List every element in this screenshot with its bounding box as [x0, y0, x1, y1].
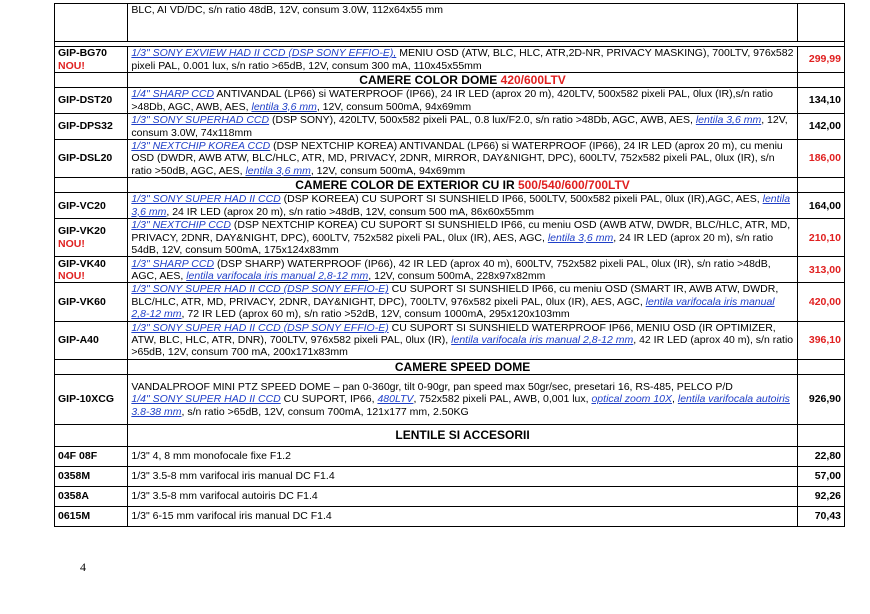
table-row: [55, 257, 845, 283]
table-row: [55, 486, 845, 506]
product-description: 1/3" NEXTCHIP CCD (DSP NEXTCHIP KOREA) CU SUPORT SI SUNSHIELD IP66, cu meniu OSD (AWB ATW, DWDR, BLC/HLC, ATR, MD, PRIVACY, 2DNR, DAY&NIGHT, DPC), 600LTV, 752x582 pixeli PAL, 0lux (IR), AES, AGC, lentila 3,6 mm, 24 IR LED (aprox 20 m), s/n ratio 54dB, 12V, consum 500mA, 175x124x83mm: [128, 219, 797, 257]
product-price: 142,00: [797, 114, 844, 140]
product-description: 1/3" SONY SUPERHAD CCD (DSP SONY), 420LTV, 500x582 pixeli PAL, 0.8 lux/F2.0, s/n ratio >48Db, AGC, AWB, AES, lentila 3,6 mm, 12V, consum 3.0W, 74x118mm: [128, 114, 797, 140]
product-code: 0615M: [55, 506, 128, 526]
new-badge: NOU!: [58, 269, 85, 282]
product-code: GIP-BG70 NOU!: [55, 47, 128, 73]
product-price: 396,10: [797, 321, 844, 359]
new-badge: NOU!: [58, 59, 85, 72]
product-code: 0358A: [55, 486, 128, 506]
section-header: CAMERE COLOR DOME 420/600LTV: [55, 73, 845, 88]
product-code: 0358M: [55, 466, 128, 486]
section-header: CAMERE COLOR DE EXTERIOR CU IR 500/540/600/700LTV: [55, 178, 845, 193]
product-description: 1/3" SONY SUPER HAD II CCD (DSP SONY EFFIO-E) CU SUPORT SI SUNSHIELD WATERPROOF IP66, MENIU OSD (IR OPTIMIZER, ATW, BLC, HLC, ATR, DNR), 700LTV, 976x582 pixeli PAL, 0lux (IR), lentila varifocala iris manual 2,8-12 mm, 42 IR LED (aprox 40 m), s/n ratio >65dB, 12V, consum 700 mA, 200x171x83mm: [128, 321, 797, 359]
product-description: 1/3" 3.5-8 mm varifocal autoiris DC F1.4: [128, 486, 797, 506]
product-code: 04F 08F: [55, 446, 128, 466]
table-row: [55, 219, 845, 257]
product-description: 1/3" SONY EXVIEW HAD II CCD (DSP SONY EFFIO-E), MENIU OSD (ATW, BLC, HLC, ATR,2D-NR, PRIVACY MASKING), 700LTV, 976x582 pixeli PAL, 0.001 lux, s/n ratio >65dB, 12V, consum 300 mA, 110x45x55mm: [128, 47, 797, 73]
product-description: 1/3" SONY SUPER HAD II CCD (DSP KOREEA) CU SUPORT SI SUNSHIELD IP66, 500LTV, 500x582 pixeli PAL, 0lux (IR),AGC, AES, lentila 3,6 mm, 24 IR LED (aprox 20 m), s/n ratio >48dB, 12V, consum 500 mA, 86x60x55mm: [128, 193, 797, 219]
product-price: 164,00: [797, 193, 844, 219]
table-row: [55, 446, 845, 466]
product-price: 134,10: [797, 88, 844, 114]
section-header: CAMERE SPEED DOME: [55, 359, 845, 374]
product-code: GIP-DSL20: [55, 140, 128, 178]
table-row: [55, 193, 845, 219]
product-code: GIP-DPS32: [55, 114, 128, 140]
table-row: [55, 140, 845, 178]
product-code: GIP-VK60: [55, 283, 128, 321]
table-row: [55, 88, 845, 114]
product-price: 70,43: [797, 506, 844, 526]
product-code: GIP-VK20 NOU!: [55, 219, 128, 257]
price-list-table: [54, 3, 845, 527]
product-description: BLC, AI VD/DC, s/n ratio 48dB, 12V, consum 3.0W, 112x64x55 mm: [128, 4, 797, 42]
product-code: GIP-VK40 NOU!: [55, 257, 128, 283]
product-price: 57,00: [797, 466, 844, 486]
table-row: [55, 374, 845, 424]
product-price: 926,90: [797, 374, 844, 424]
table-row: [55, 321, 845, 359]
product-code: GIP-10XCG: [55, 374, 128, 424]
product-description: 1/3" 4, 8 mm monofocale fixe F1.2: [128, 446, 797, 466]
product-price: 210,10: [797, 219, 844, 257]
product-price: 186,00: [797, 140, 844, 178]
product-description: 1/4" SHARP CCD ANTIVANDAL (LP66) si WATERPROOF (IP66), 24 IR LED (aprox 20 m), 420LTV, 500x582 pixeli PAL, 0lux (IR),s/n ratio >48Db, AGC, AWB, AES, lentila 3,6 mm, 12V, consum 500mA, 94x69mm: [128, 88, 797, 114]
product-price: 92,26: [797, 486, 844, 506]
page-number: 4: [80, 560, 86, 574]
product-description: 1/3" 6-15 mm varifocal iris manual DC F1.4: [128, 506, 797, 526]
table-row: [55, 466, 845, 486]
table-row: [55, 4, 845, 42]
product-price: 22,80: [797, 446, 844, 466]
product-description: 1/3" NEXTCHIP KOREA CCD (DSP NEXTCHIP KOREA) ANTIVANDAL (LP66) si WATERPROOF (IP66), 24 IR LED (aprox 20 m), cu meniu OSD (DWDR, AWB ATW, BLC/HLC, ATR, MD, PRIVACY, 2DNR, MIRROR, DAY&NIGHT, DPC), 600LTV, 752x582 pixeli PAL, 0lux (IR), s/n ratio >50dB, AGC, AES, lentila 3,6 mm, 12V, consum 500mA, 94x69mm: [128, 140, 797, 178]
table-row: [55, 114, 845, 140]
product-price: 299,99: [797, 47, 844, 73]
section-header: LENTILE SI ACCESORII: [55, 424, 845, 446]
product-price: 313,00: [797, 257, 844, 283]
product-description: VANDALPROOF MINI PTZ SPEED DOME – pan 0-360gr, tilt 0-90gr, pan speed max 50gr/sec, presetari 16, RS-485, PELCO P/D 1/4" SONY SUPER HAD II CCD CU SUPORT, IP66, 480LTV, 752x582 pixeli PAL, AWB, 0,001 lux, optical zoom 10X, lentila varifocala autoiris 3.8-38 mm, s/n ratio >65dB, 12V, consum 700mA, 121x177 mm, 2.50KG: [128, 374, 797, 424]
product-code: GIP-VC20: [55, 193, 128, 219]
product-description: 1/3" 3.5-8 mm varifocal iris manual DC F1.4: [128, 466, 797, 486]
product-description: 1/3" SHARP CCD (DSP SHARP) WATERPROOF (IP66), 42 IR LED (aprox 40 m), 600LTV, 752x582 pixeli PAL, 0lux (IR), s/n ratio >48dB, AGC, AES, lentila varifocala iris manual 2,8-12 mm, 12V, consum 500mA, 228x97x82mm: [128, 257, 797, 283]
table-row: [55, 47, 845, 73]
product-price: 420,00: [797, 283, 844, 321]
table-row: [55, 506, 845, 526]
product-description: 1/3" SONY SUPER HAD II CCD (DSP SONY EFFIO-E) CU SUPORT SI SUNSHIELD IP66, cu meniu OSD (SMART IR, AWB ATW, DWDR, BLC/HLC, ATR, MD, PRIVACY, 2DNR, DAY&NIGHT, DPC), 700LTV, 976x582 pixeli PAL, 0lux (IR), AES, AGC, lentila varifocala iris manual 2,8-12 mm, 72 IR LED (aprox 60 m), s/n ratio >52dB, 12V, consum 1000mA, 295x120x103mm: [128, 283, 797, 321]
new-badge: NOU!: [58, 237, 85, 250]
table-row: [55, 283, 845, 321]
product-code: GIP-DST20: [55, 88, 128, 114]
product-code: GIP-A40: [55, 321, 128, 359]
